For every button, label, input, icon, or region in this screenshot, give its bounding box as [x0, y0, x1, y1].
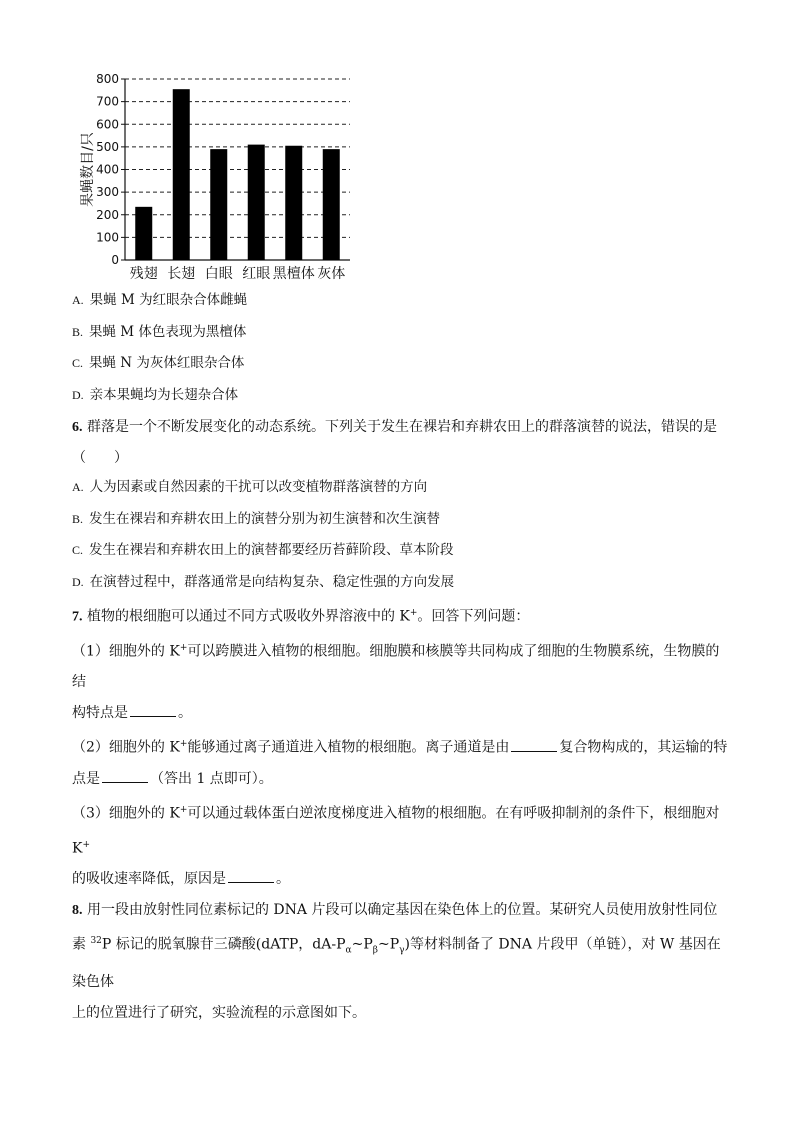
bar-5 [285, 146, 302, 260]
q7-part-1: （1）细胞外的 K+可以跨膜进入植物的根细胞。细胞膜和核膜等共同构成了细胞的生物膜系统，生物膜的结 构特点是 。 [72, 642, 720, 722]
x-tick-label: 残翅 [129, 266, 158, 282]
answer-blank[interactable] [130, 704, 176, 717]
y-tick-label: 0 [111, 253, 119, 267]
fly-count-bar-chart [78, 66, 368, 288]
question-content [72, 292, 732, 1029]
y-tick-label: 300 [96, 185, 119, 200]
y-tick-label: 200 [96, 207, 119, 222]
q6-option-c: C. 发生在裸岩和弃耕农田上的演替都要经历苔藓阶段、草本阶段 [72, 542, 454, 558]
y-tick-label: 100 [96, 230, 119, 245]
answer-blank[interactable] [102, 770, 148, 783]
bar-1 [135, 207, 152, 260]
q6-stem: 6. 群落是一个不断发展变化的动态系统。下列关于发生在裸岩和弃耕农田上的群落演替的说法，错误的是 （ ） [72, 419, 717, 466]
question-7 [72, 598, 732, 895]
x-tick-label: 红眼 [242, 266, 271, 282]
q7-part-2: （2）细胞外的 K+能够通过离子通道进入植物的根细胞。离子通道是由 复合物构成的，其运输的特 点是 （答出 1 点即可）。 [72, 739, 728, 787]
q6-option-d: D. 在演替过程中，群落通常是向结构复杂、稳定性强的方向发展 [72, 573, 455, 590]
x-tick-label: 黑檀体 [272, 266, 315, 282]
q6-option-b: B. 发生在裸岩和弃耕农田上的演替分别为初生演替和次生演替 [72, 510, 441, 527]
x-tick-label: 灰体 [317, 266, 346, 282]
q5-options [72, 292, 732, 403]
y-tick-label: 800 [96, 72, 119, 86]
answer-blank[interactable] [228, 870, 274, 883]
bar-6 [323, 149, 340, 260]
y-axis-label: 果蝇数目/只 [80, 132, 96, 207]
y-tick-label: 500 [96, 139, 119, 154]
bar-chart [78, 66, 368, 288]
bar-2 [173, 89, 190, 260]
q5-option-c: C. 果蝇 N 为灰体红眼杂合体 [72, 355, 245, 371]
y-tick-label: 600 [96, 117, 119, 132]
question-6 [72, 412, 732, 590]
y-tick-label: 700 [96, 94, 119, 109]
q6-option-a: A. 人为因素或自然因素的干扰可以改变植物群落演替的方向 [72, 479, 428, 495]
bar-4 [248, 145, 265, 260]
x-tick-label: 长翅 [167, 266, 196, 282]
x-tick-label: 白眼 [204, 266, 233, 282]
y-tick-label: 400 [96, 162, 119, 177]
q7-part-3: （3）细胞外的 K+可以通过载体蛋白逆浓度梯度进入植物的根细胞。在有呼吸抑制剂的条件下，根细胞对 K+ 的吸收速率降低，原因是 。 [72, 804, 720, 888]
q5-option-a: A. 果蝇 M 为红眼杂合体雌蝇 [72, 292, 248, 308]
q5-option-d: D. 亲本果蝇均为长翅杂合体 [72, 386, 239, 403]
answer-blank[interactable] [511, 739, 557, 752]
question-8 [72, 895, 732, 1028]
q5-option-b: B. 果蝇 M 体色表现为黑檀体 [72, 323, 247, 340]
q7-stem: 7. 植物的根细胞可以通过不同方式吸收外界溶液中的 K+。回答下列问题： [72, 608, 530, 625]
bar-3 [210, 149, 227, 260]
q8-stem: 8. 用一段由放射性同位素标记的 DNA 片段可以确定基因在染色体上的位置。某研究人员使用放射性同位 素 $^{32}$P 标记的脱氧腺苷三磷酸(dATP，$dA-P_\alpha\sim P_\beta\sim P_\gamma$)等材料制备了 DNA 片段甲（单链），对 W 基因在染色体 上的位置进行了研究，实验流程的示意图如下。 [72, 902, 721, 1021]
